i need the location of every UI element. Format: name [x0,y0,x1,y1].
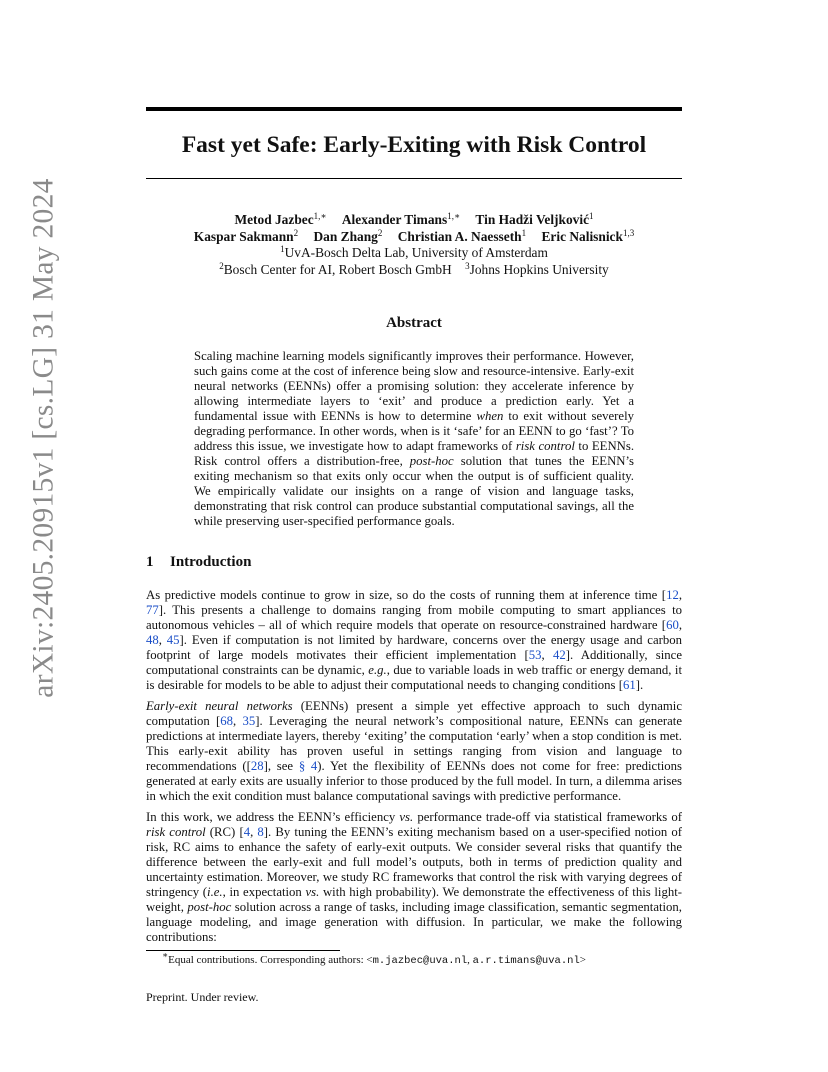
citation-link[interactable]: 12 [666,588,679,602]
affiliation-2-3: $^2$Bosch Center for AI, Robert Bosch GmbH $^3$Johns Hopkins University [219,260,609,277]
author: Alexander Timans$^{1,∗}$ [341,211,461,227]
paper-title: Fast yet Safe: Early-Exiting with Risk Control [181,132,647,158]
footnote-rule [146,950,340,951]
citation-link[interactable]: 61 [622,678,636,692]
section-heading-introduction: 1 Introduction [146,554,252,570]
email-link[interactable]: m.jazbec@uva.nl [372,955,468,967]
citation-link[interactable]: 35 [242,714,256,728]
title-bottom-rule [146,178,682,179]
author-line-2 [146,229,682,246]
title-top-rule [146,107,682,111]
preprint-note: Preprint. Under review. [146,990,259,1004]
intro-paragraph-1: As predictive models continue to grow in size, so do the costs of running them at inference time [12, 77]. This presents a challenge to domains ranging from mobile computing to smart appliances to autonomous vehicles – all of which require models that operate on resource-constrained hardware [60, 48, 45]. Even if computation is not limited by hardware, concerns over the energy usage and carbon footprint of large models motivates their efficient implementation [53, 42]. Additionally, since computational constraints can be dynamic, e.g., due to variable loads in web traffic or energy demand, it is desirable for models to be able to adjust their computational needs to changing conditions [61]. [146,588,682,692]
citation-link[interactable]: 45 [166,633,180,647]
arxiv-sidebar [14,108,74,768]
author: Tin Hadži Veljković$^1$ [475,211,594,227]
author: Christian A. Naesseth$^1$ [397,227,527,244]
footnote: ∗Equal contributions. Corresponding authors: <m.jazbec@uva.nl, a.r.timans@uva.nl> [162,950,586,967]
citation-link[interactable]: 28 [250,759,264,773]
author-block [146,212,682,278]
author: Kaspar Sakmann$^2$ [193,227,299,244]
citation-link[interactable]: 53 [528,648,542,662]
author: Dan Zhang$^2$ [313,227,383,244]
arxiv-identifier: arXiv:2405.20915v1 [cs.LG] 31 May 2024 [27,178,60,698]
intro-paragraph-2: Early-exit neural networks (EENNs) present a simple yet effective approach to such dynamic computation [68, 35]. Leveraging the neural network’s compositional nature, EENNs can generate predictions at intermediate layers, thereby ‘exiting’ the computation ‘early’ when a stop condition is met. This early-exit ability has proven useful in settings ranging from vision and language to recommendations ([28], see § 4). Yet the flexibility of EENNs does not come for free: predictions generated at early exits are usually inferior to those produced by the full model. In turn, a dilemma arises in which the exit condition must balance computational savings with predictive performance. [146,699,683,803]
abstract-text: Scaling machine learning models significantly improves their performance. However, such gains come at the cost of inference being slow and resource-intensive. Early-exit neural networks (EENNs) offer a promising solution: they accelerate inference by allowing intermediate layers to ‘exit’ and produce a prediction early. Yet a fundamental issue with EENNs is how to determine when to exit without severely degrading performance. In other words, when is it ‘safe’ for an EENN to go ‘fast’? To address this issue, we investigate how to adapt frameworks of risk control to EENNs. Risk control offers a distribution-free, post-hoc solution that tunes the EENN’s exiting mechanism so that exits only occur when the output is of sufficient quality. We empirically validate our insights on a range of vision and language tasks, demonstrating that risk control can produce substantial computational savings, all the while preserving user-specified performance goals. [194,349,635,528]
citation-link[interactable]: 48 [146,633,159,647]
abstract-heading: Abstract [386,315,442,331]
intro-paragraph-3: In this work, we address the EENN’s efficiency vs. performance trade-off via statistical frameworks of risk control (RC) [4, 8]. By tuning the EENN’s exiting mechanism based on a user-specified notion of risk, RC aims to enhance the safety of early-exit outputs. We consider several risks that quantify the difference between the early-exit and full model’s outputs, both in terms of prediction quality and uncertainty estimation. Moreover, we study RC frameworks that control the risk with varying degrees of stringency (i.e., in expectation vs. with high probability). We demonstrate the effectiveness of this light-weight, post-hoc solution across a range of tasks, including image classification, semantic segmentation, language modeling, and image generation with diffusion. In particular, we make the following contributions: [146,810,683,944]
citation-link[interactable]: 68 [220,714,234,728]
author: Eric Nalisnick$^{1,3}$ [541,227,635,244]
email-link[interactable]: a.r.timans@uva.nl [472,955,580,967]
citation-link[interactable]: 42 [553,648,566,662]
citation-link[interactable]: 8 [257,825,264,839]
author: Metod Jazbec$^{1,∗}$ [234,211,327,227]
author-line-1 [146,212,682,229]
citation-link[interactable]: 77 [146,603,159,617]
section-link[interactable]: § 4 [298,759,318,773]
citation-link[interactable]: 4 [243,825,251,839]
citation-link[interactable]: 60 [666,618,679,632]
affiliation-1: $^1$UvA-Bosch Delta Lab, University of Amsterdam [280,244,548,260]
